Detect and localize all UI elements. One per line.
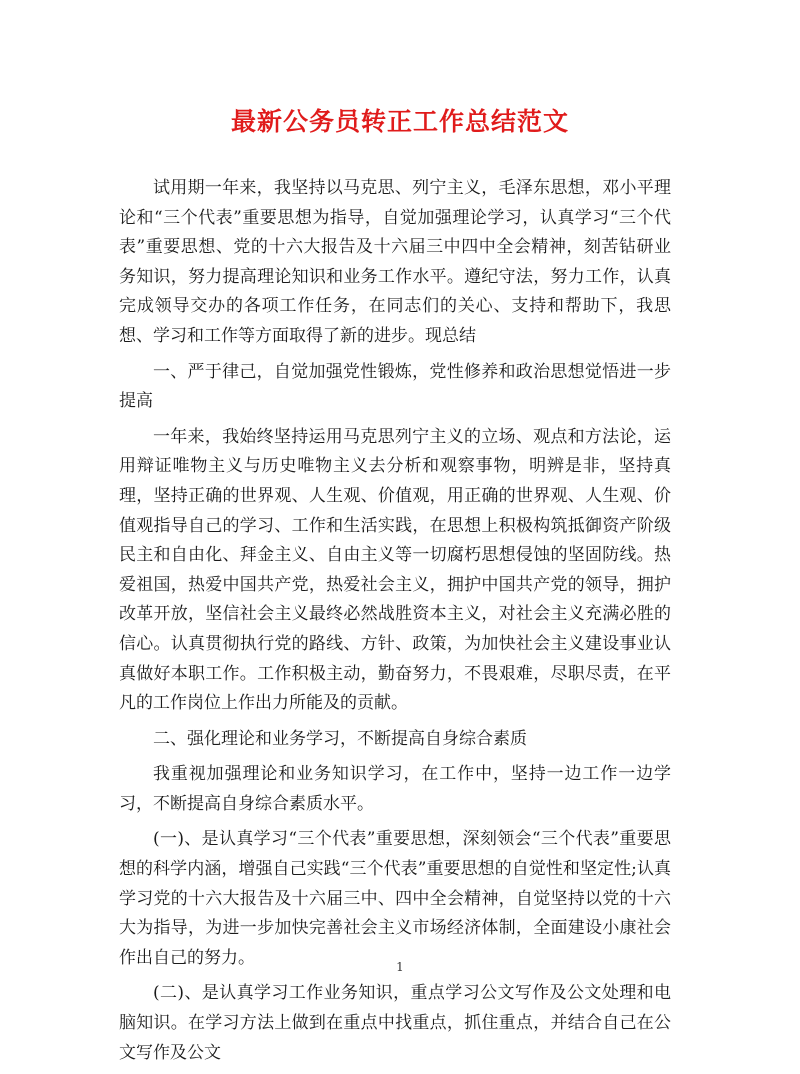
section-heading-2: 二、强化理论和业务学习，不断提高自身综合素质 <box>153 728 527 749</box>
section-heading-1: 一、严于律己，自觉加强党性锻炼，党性修养和政治思想觉悟进一步提高 <box>119 361 671 412</box>
page-number: 1 <box>396 960 404 974</box>
document-body <box>119 174 671 1074</box>
paragraph-section-1: 一年来，我始终坚持运用马克思列宁主义的立场、观点和方法论，运用辩证唯物主义与历史唯物主义去分析和观察事物，明辨是非，坚持真理，坚持正确的世界观、人生观、价值观，用正确的世界观、人生观、价值观指导自己的学习、工作和生活实践，在思想上积极构筑抵御资产阶级民主和自由化、拜金主义、自由主义等一切腐朽思想侵蚀的坚固防线。热爱祖国，热爱中国共产党，热爱社会主义，拥护中国共产党的领导，拥护改革开放，坚信社会主义最终必然战胜资本主义，对社会主义充满必胜的信心。认真贯彻执行党的路线、方针、政策，为加快社会主义建设事业认真做好本职工作。工作积极主动，勤奋努力，不畏艰难，尽职尽责，在平凡的工作岗位上作出力所能及的贡献。 <box>119 426 671 714</box>
paragraph-subsection-2: (二)、是认真学习工作业务知识，重点学习公文写作及公文处理和电脑知识。在学习方法上做到在重点中找重点，抓住重点，并结合自己在公文写作及公文 <box>119 983 671 1063</box>
paragraph-section-2: 我重视加强理论和业务知识学习，在工作中，坚持一边工作一边学习，不断提高自身综合素质水平。 <box>119 764 671 814</box>
document-title: 最新公务员转正工作总结范文 <box>230 107 569 136</box>
paragraph-subsection-1: (一)、是认真学习“三个代表”重要思想，深刻领会“三个代表”重要思想的科学内涵，增强自己实践“三个代表”重要思想的自觉性和坚定性;认真学习党的十六大报告及十六届三中、四中全会精神，自觉坚持以党的十六大为指导，为进一步加快完善社会主义市场经济体制，全面建设小康社会作出自己的努力。 <box>119 829 671 968</box>
paragraph-intro: 试用期一年来，我坚持以马克思、列宁主义，毛泽东思想，邓小平理论和“三个代表”重要思想为指导，自觉加强理论学习，认真学习“三个代表”重要思想、党的十六大报告及十六届三中四中全会精神，刻苦钻研业务知识，努力提高理论知识和业务工作水平。遵纪守法，努力工作，认真完成领导交办的各项工作任务，在同志们的关心、支持和帮助下，我思想、学习和工作等方面取得了新的进步。现总结 <box>119 178 671 346</box>
